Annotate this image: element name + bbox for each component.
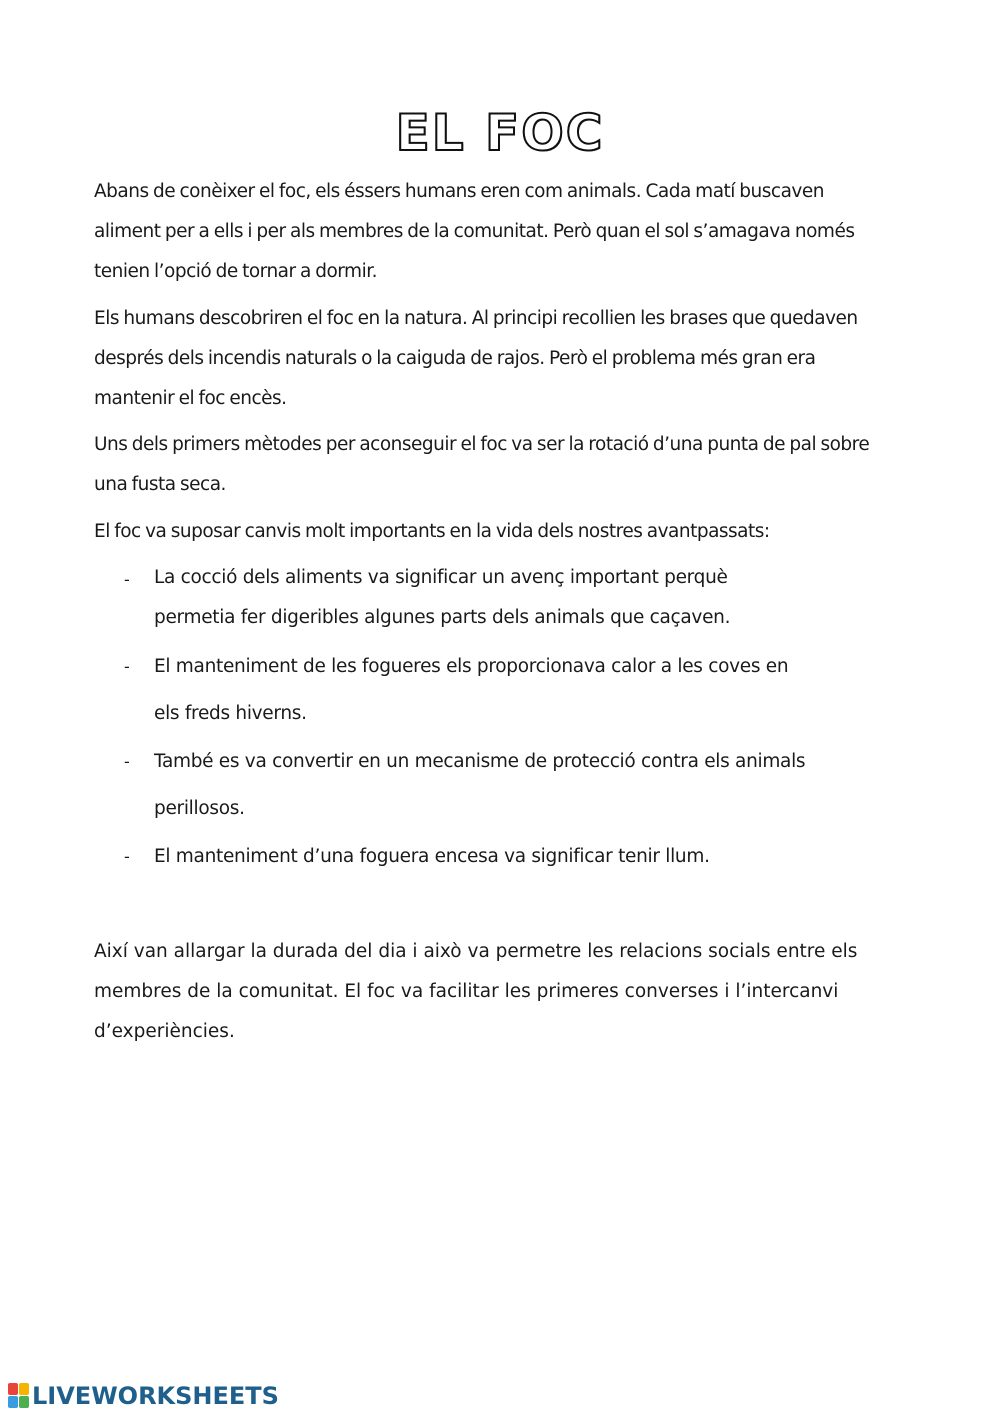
list-item-text: També es va convertir en un mecanisme de protecció contra els animals perillosos. — [154, 751, 806, 819]
liveworksheets-logo-icon — [8, 1383, 30, 1409]
bullet-dash: - — [124, 657, 130, 676]
bullet-dash: - — [124, 847, 130, 866]
page-title: EL FOC — [395, 103, 605, 162]
bullet-dash: - — [124, 570, 130, 589]
bullet-dash: - — [124, 752, 130, 771]
list-item — [124, 738, 824, 832]
list-item — [124, 558, 824, 638]
list-item — [124, 643, 824, 737]
paragraph-changes: El foc va suposar canvis molt importants en la vida dels nostres avantpassats: — [94, 521, 770, 542]
list-item-text: La cocció dels aliments va significar un avenç important perquè permetia fer digeribles algunes parts dels animals que caçaven. — [154, 567, 731, 628]
list-item — [124, 833, 824, 880]
paragraph-intro: Abans de conèixer el foc, els éssers humans eren com animals. Cada matí buscaven aliment per a ells i per als membres de la comunitat. Però quan el sol s’amagava només tenien l’opció de tornar a dormir. — [94, 181, 855, 282]
list-item-text: El manteniment d’una foguera encesa va significar tenir llum. — [154, 846, 710, 867]
paragraph-discovery: Els humans descobriren el foc en la natura. Al principi recollien les brases que quedaven després dels incendis naturals o la caiguda de rajos. Però el problema més gran era mantenir el foc encès. — [94, 308, 858, 409]
list-item-text: El manteniment de les fogueres els proporcionava calor a les coves en els freds hiverns. — [154, 656, 789, 724]
paragraph-methods: Uns dels primers mètodes per aconseguir el foc va ser la rotació d’una punta de pal sobre una fusta seca. — [94, 434, 870, 495]
liveworksheets-logo[interactable] — [8, 1378, 279, 1414]
paragraph-closing: Així van allargar la durada del dia i això va permetre les relacions socials entre els membres de la comunitat. El foc va facilitar les primeres converses i l’intercanvi d’experiències. — [94, 941, 858, 1042]
logo-text: LIVEWORKSHEETS — [32, 1382, 279, 1410]
